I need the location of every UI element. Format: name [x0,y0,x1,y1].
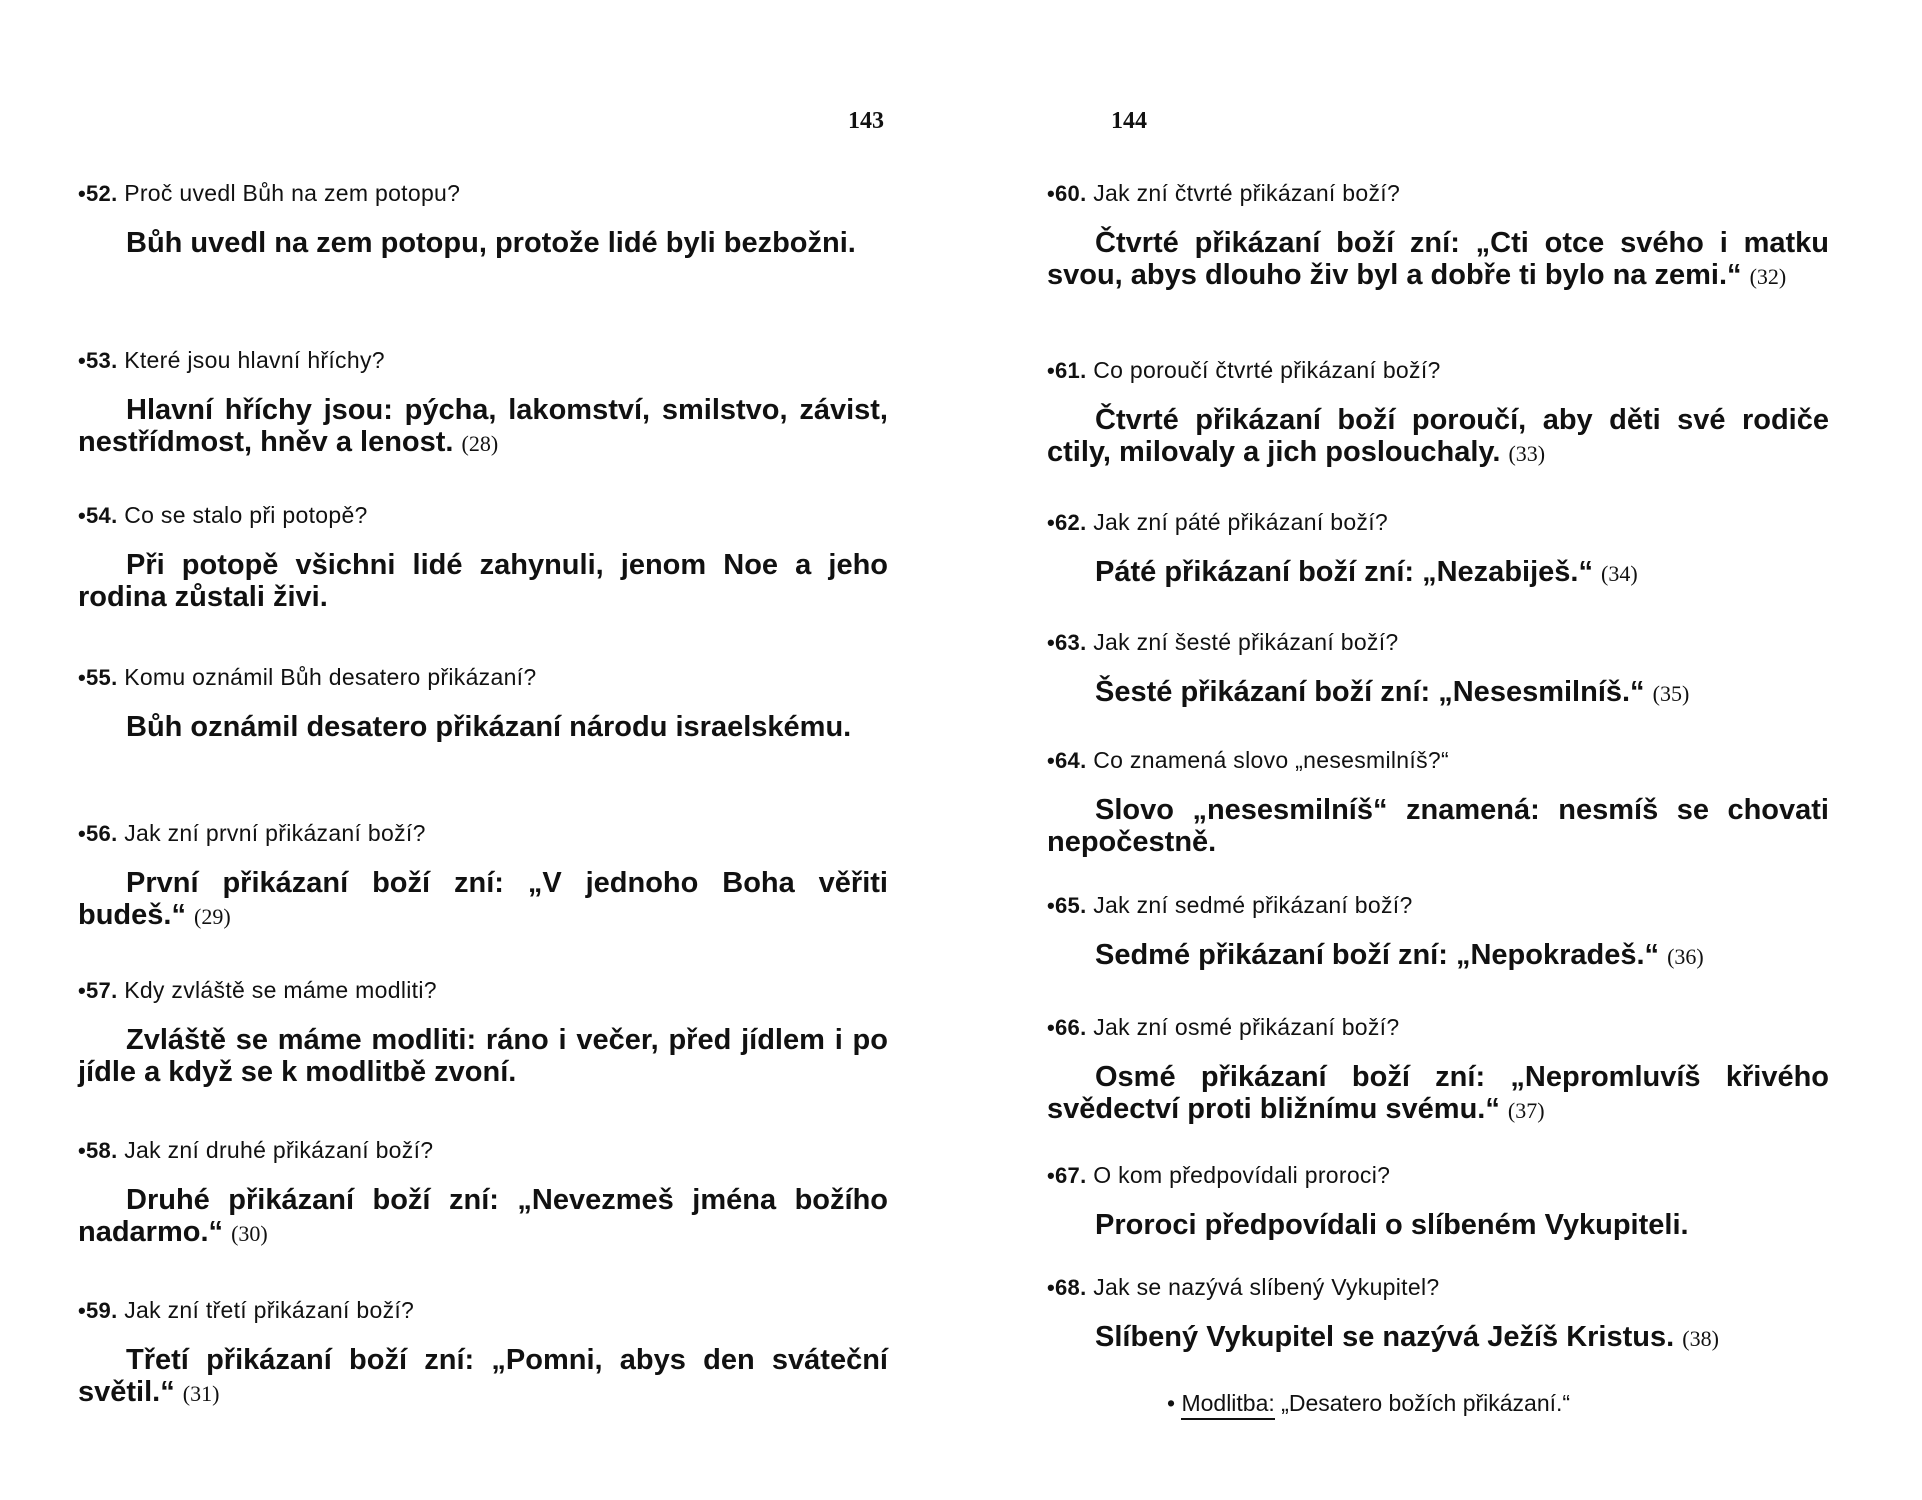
answer [78,1184,888,1250]
question-number: •60. [1047,181,1087,206]
question-text: Co poroučí čtvrté přikázaní boží? [1093,357,1441,383]
question-number: •52. [78,181,118,206]
answer-text: Hlavní hříchy jsou: pýcha, lakomství, smilstvo, závist, nestřídmost, hněv a lenost. [78,394,888,458]
question-number: •58. [78,1138,118,1163]
answer-text: Zvláště se máme modliti: ráno i večer, před jídlem i po jídle a když se k modlitbě zvoní. [78,1024,888,1088]
answer [1047,1061,1829,1127]
prayer-bullet: • [1167,1390,1176,1416]
qa-item [78,662,888,743]
qa-item [1047,627,1829,710]
answer [78,1344,888,1410]
reference-number: (29) [194,904,231,929]
question-number: •68. [1047,1275,1087,1300]
question-number: •55. [78,665,118,690]
question-text: Které jsou hlavní hříchy? [124,347,385,373]
question [78,345,888,376]
question-number: •67. [1047,1163,1087,1188]
qa-item [1047,1160,1829,1241]
right-page [961,0,1922,1500]
qa-item [78,1135,888,1250]
question-text: Co znamená slovo „nesesmilníš?“ [1093,747,1449,773]
qa-item [1047,890,1829,973]
question [78,500,888,531]
question [1047,1272,1829,1303]
answer-text: Osmé přikázaní boží zní: „Nepromluvíš křivého svědectví proti bližnímu svému.“ [1047,1061,1829,1125]
question [1047,1160,1829,1191]
answer-text: Slíbený Vykupitel se nazývá Ježíš Kristus. [1095,1321,1675,1353]
prayer-text: „Desatero božích přikázaní.“ [1281,1390,1571,1416]
question-number: •59. [78,1298,118,1323]
answer-text: Třetí přikázaní boží zní: „Pomni, abys den sváteční světil.“ [78,1344,888,1408]
prayer-label: Modlitba: [1181,1390,1274,1420]
answer-text: Čtvrté přikázaní boží poroučí, aby děti své rodiče ctily, milovaly a jich poslouchaly. [1047,404,1829,468]
reference-number: (28) [461,431,499,456]
qa-item [78,818,888,933]
qa-item [78,178,888,259]
qa-item [78,500,888,613]
reference-number: (32) [1749,264,1787,289]
question-number: •62. [1047,510,1087,535]
question-text: Jak zní páté přikázaní boží? [1093,509,1388,535]
page-number-right: 144 [1111,108,1147,134]
question-text: Jak zní první přikázaní boží? [124,820,426,846]
reference-number: (37) [1507,1098,1545,1123]
qa-item [78,975,888,1088]
question-number: •57. [78,978,118,1003]
question [1047,178,1829,209]
question [1047,1012,1829,1043]
answer [78,1024,888,1088]
reference-number: (36) [1667,944,1704,969]
question-text: Komu oznámil Bůh desatero přikázaní? [124,664,537,690]
question [1047,507,1829,538]
question-text: Proč uvedl Bůh na zem potopu? [124,180,461,206]
question-text: O kom předpovídali proroci? [1093,1162,1391,1188]
qa-item [1047,745,1829,858]
qa-item [78,345,888,460]
qa-item [1047,355,1829,470]
question-text: Kdy zvláště se máme modliti? [124,977,437,1003]
question-number: •63. [1047,630,1087,655]
question-number: •56. [78,821,118,846]
question-number: •65. [1047,893,1087,918]
reference-number: (34) [1601,561,1638,586]
answer-text: Při potopě všichni lidé zahynuli, jenom Noe a jeho rodina zůstali živi. [78,549,888,613]
answer-text: Sedmé přikázaní boží zní: „Nepokradeš.“ [1095,939,1660,971]
answer [78,394,888,460]
answer [78,227,888,259]
question-text: Jak zní čtvrté přikázaní boží? [1093,180,1401,206]
question-text: Jak zní sedmé přikázaní boží? [1093,892,1413,918]
reference-number: (35) [1652,681,1690,706]
qa-item [1047,507,1829,590]
question-text: Jak zní osmé přikázaní boží? [1093,1014,1400,1040]
answer-text: Čtvrté přikázaní boží zní: „Cti otce svého i matku svou, abys dlouho živ byl a dobře ti bylo na zemi.“ [1047,227,1829,291]
answer-text: Páté přikázaní boží zní: „Nezabiješ.“ [1095,556,1593,588]
qa-item [1047,178,1829,293]
answer-text: Bůh oznámil desatero přikázaní národu israelskému. [126,711,852,743]
reference-number: (38) [1682,1326,1719,1351]
reference-number: (33) [1508,441,1546,466]
question [78,662,888,693]
question [1047,627,1829,658]
answer [1047,1321,1829,1355]
question-text: Jak zní šesté přikázaní boží? [1093,629,1399,655]
question [1047,745,1829,776]
answer-text: Druhé přikázaní boží zní: „Nevezmeš jména božího nadarmo.“ [78,1184,888,1248]
answer-text: Slovo „nesesmilníš“ znamená: nesmíš se chovati nepočestně. [1047,794,1829,858]
answer [1047,404,1829,470]
question-text: Jak se nazývá slíbený Vykupitel? [1093,1274,1440,1300]
question-number: •54. [78,503,118,528]
question-number: •61. [1047,358,1087,383]
question-number: •64. [1047,748,1087,773]
question [78,1295,888,1326]
question-text: Jak zní druhé přikázaní boží? [124,1137,434,1163]
answer-text: Bůh uvedl na zem potopu, protože lidé byli bezbožni. [126,227,856,259]
question [78,818,888,849]
question-number: •53. [78,348,118,373]
answer [1047,676,1829,710]
page-number-left: 143 [848,108,884,134]
answer [1047,939,1829,973]
question [78,178,888,209]
answer [1047,794,1829,858]
answer [1047,556,1829,590]
question [1047,890,1829,921]
answer-text: Proroci předpovídali o slíbeném Vykupiteli. [1095,1209,1689,1241]
answer [78,867,888,933]
qa-item [1047,1272,1829,1355]
question [78,1135,888,1166]
question-text: Jak zní třetí přikázaní boží? [124,1297,415,1323]
answer [1047,227,1829,293]
question-number: •66. [1047,1015,1087,1040]
answer-text: První přikázaní boží zní: „V jednoho Boha věřiti budeš.“ [78,867,888,931]
answer [78,711,888,743]
qa-item [1047,1012,1829,1127]
question-text: Co se stalo při potopě? [124,502,368,528]
question [1047,355,1829,386]
prayer-note [1167,1390,1570,1417]
question [78,975,888,1006]
answer [1047,1209,1829,1241]
answer [78,549,888,613]
reference-number: (31) [182,1381,220,1406]
reference-number: (30) [231,1221,268,1246]
qa-item [78,1295,888,1410]
answer-text: Šesté přikázaní boží zní: „Nesesmilníš.“ [1095,676,1645,708]
